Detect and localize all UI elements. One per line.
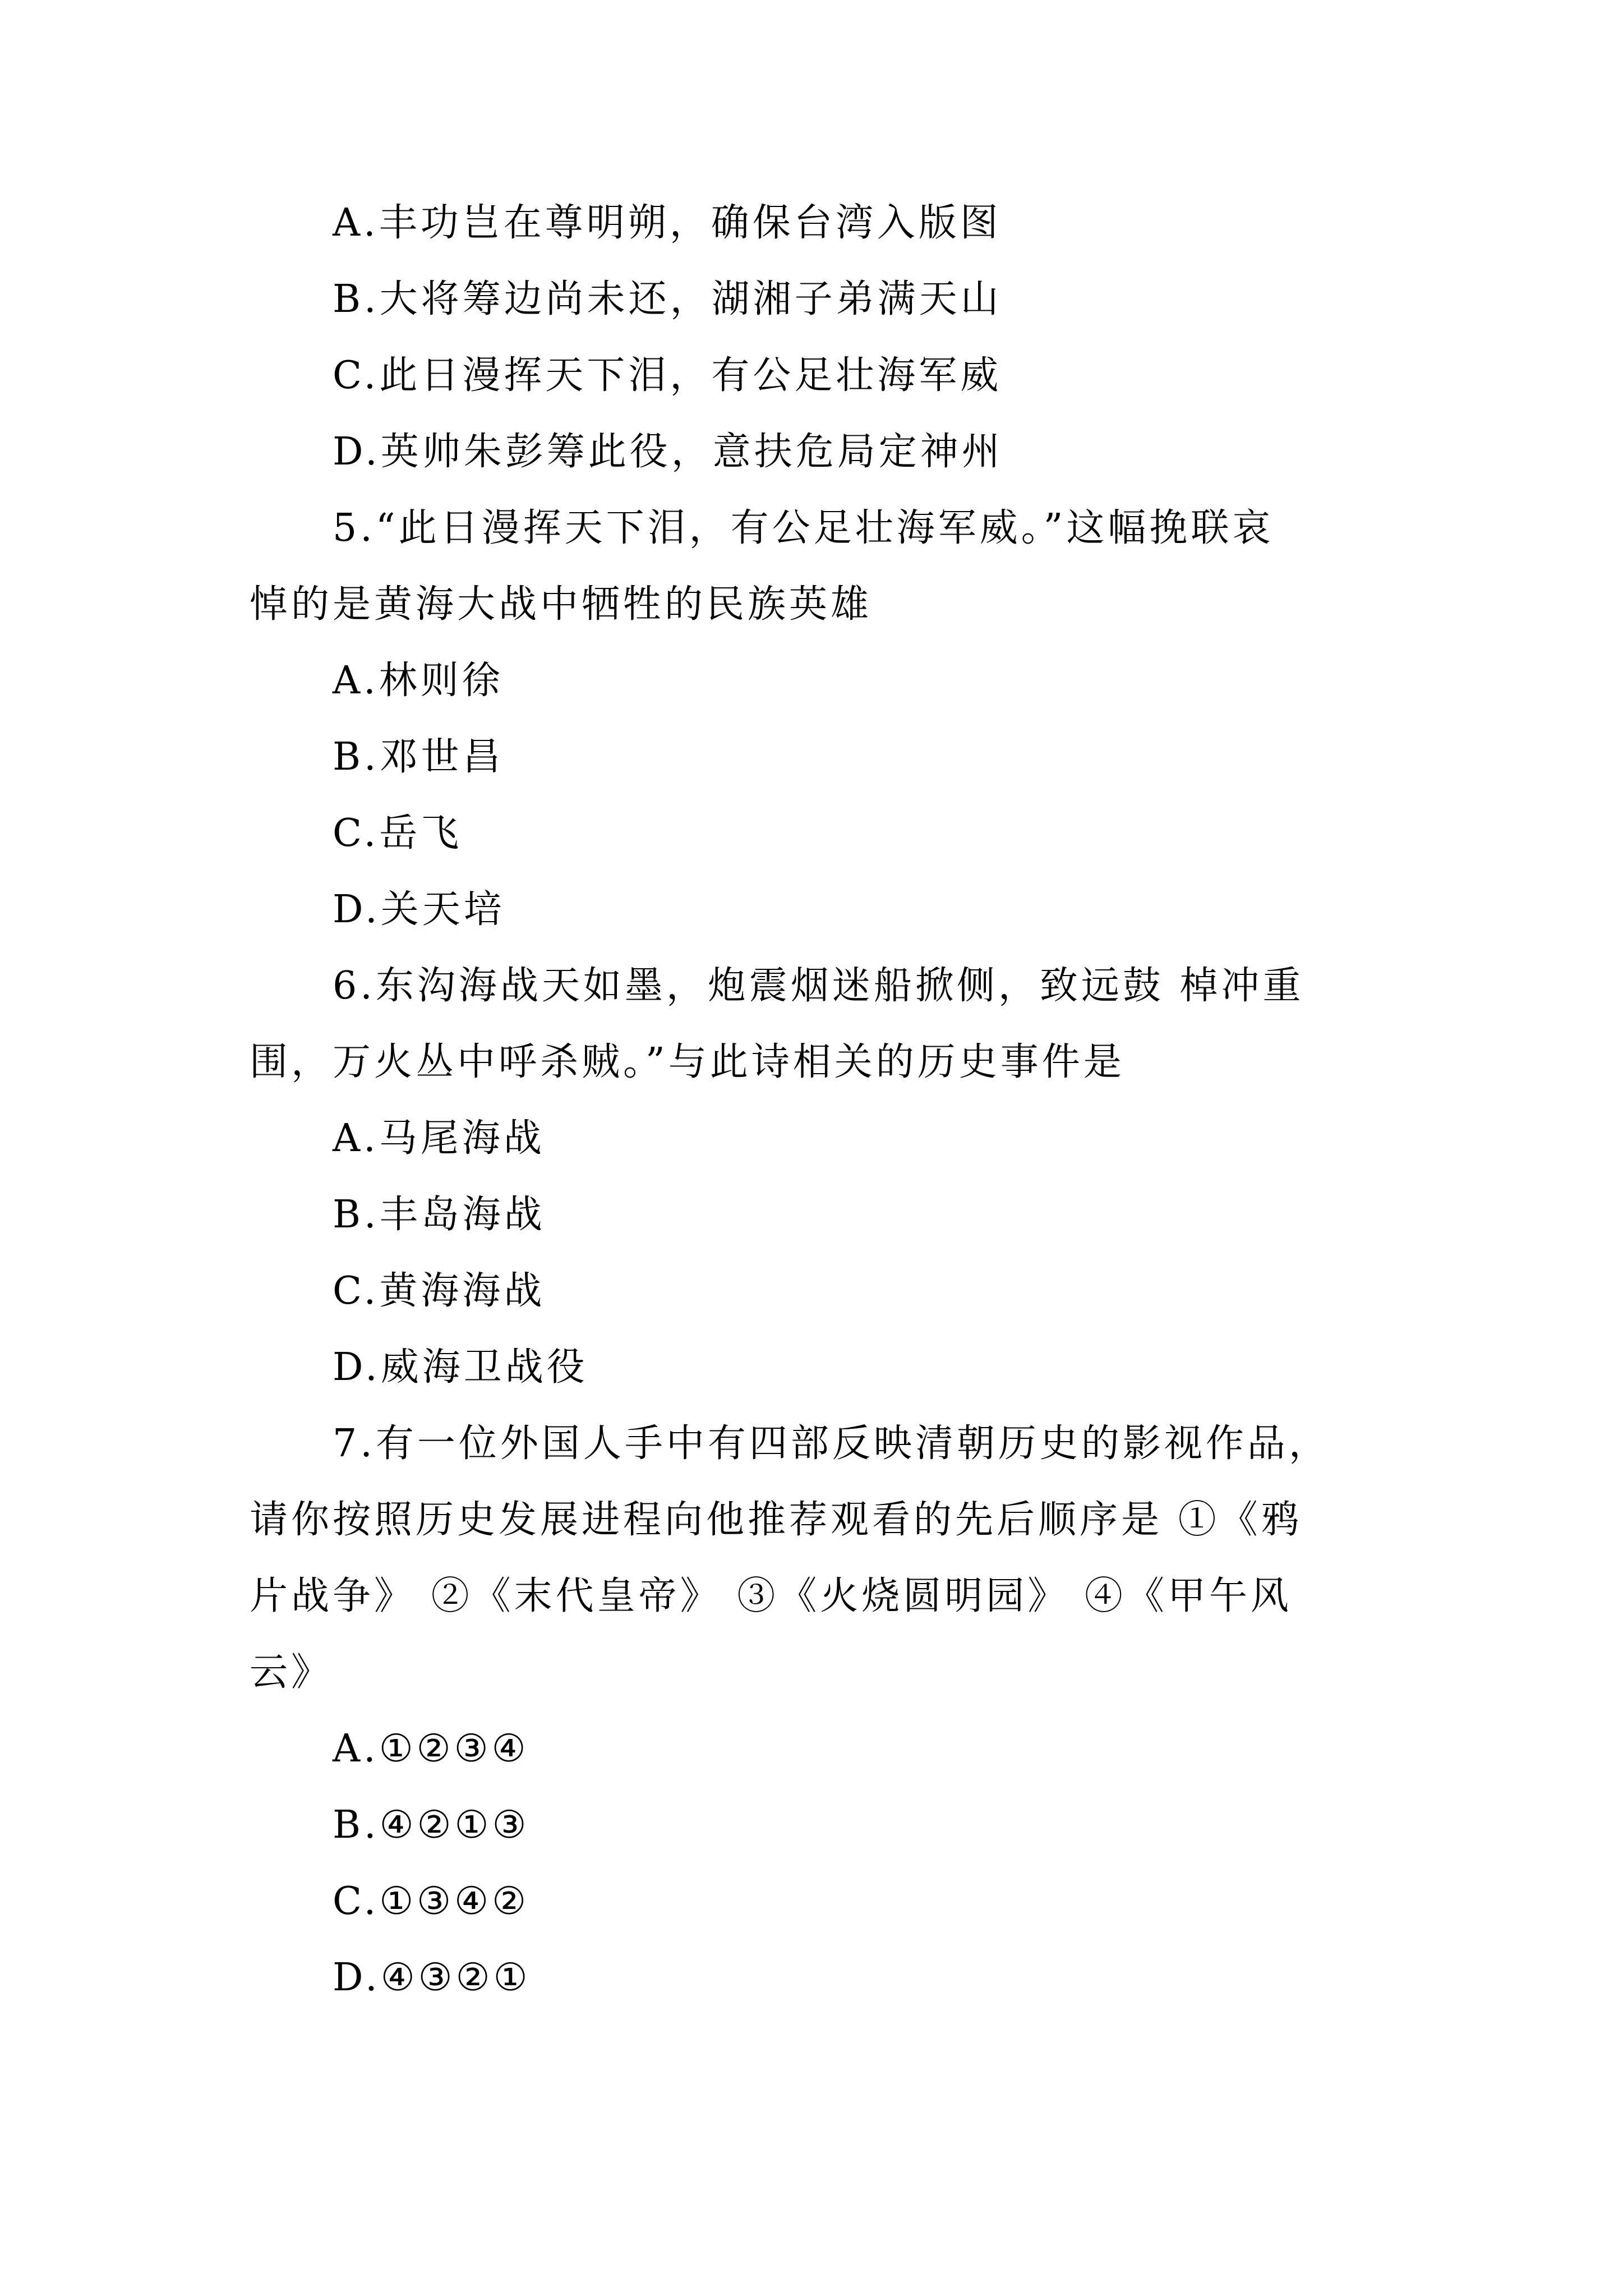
q4-option-a: A.丰功岂在尊明朔，确保台湾入版图 bbox=[333, 201, 1002, 245]
question-6 bbox=[250, 948, 1388, 1406]
q6-stem-line-2: 围，万火丛中呼杀贼。”与此诗相关的历史事件是 bbox=[250, 1040, 1125, 1084]
q4-option-c: C.此日漫挥天下泪，有公足壮海军威 bbox=[333, 353, 1002, 398]
q6-option-c: C.黄海海战 bbox=[333, 1269, 546, 1313]
q6-option-b: B.丰岛海战 bbox=[333, 1193, 546, 1237]
question-5 bbox=[250, 490, 1388, 948]
q5-stem-line-1: 5.“此日漫挥天下泪，有公足壮海军威。”这幅挽联哀 bbox=[333, 506, 1274, 550]
question-7 bbox=[250, 1406, 1388, 2016]
q7-option-b: B.④②①③ bbox=[333, 1803, 530, 1847]
q7-stem-line-3: 片战争》 ②《末代皇帝》 ③《火烧圆明园》 ④《甲午风 bbox=[250, 1574, 1292, 1618]
q4-option-d: D.英帅朱彭筹此役，意扶危局定神州 bbox=[333, 430, 1003, 474]
q6-stem-line-1: 6.东沟海战天如墨，炮震烟迷船掀侧，致远鼓 棹冲重 bbox=[333, 964, 1304, 1008]
q7-stem-line-1: 7.有一位外国人手中有四部反映清朝历史的影视作品， bbox=[333, 1421, 1330, 1466]
q7-stem-line-2: 请你按照历史发展进程向他推荐观看的先后顺序是 ①《鸦 bbox=[250, 1498, 1303, 1542]
q6-option-d: D.威海卫战役 bbox=[333, 1345, 588, 1389]
q5-stem-line-2: 悼的是黄海大战中牺牲的民族英雄 bbox=[250, 582, 873, 627]
q7-option-c: C.①③④② bbox=[333, 1879, 530, 1924]
q5-option-c: C.岳飞 bbox=[333, 811, 463, 855]
page-content bbox=[250, 185, 1388, 2016]
q7-stem-line-4: 云》 bbox=[250, 1650, 333, 1695]
q5-option-a: A.林则徐 bbox=[333, 659, 504, 703]
q7-option-d: D.④③②① bbox=[333, 1955, 531, 2000]
q5-option-d: D.关天培 bbox=[333, 887, 505, 932]
q6-option-a: A.马尾海战 bbox=[333, 1116, 545, 1161]
q5-option-b: B.邓世昌 bbox=[333, 735, 504, 779]
q7-option-a: A.①②③④ bbox=[333, 1727, 529, 1771]
q4-option-b: B.大将筹边尚未还，湖湘子弟满天山 bbox=[333, 277, 1002, 321]
question-4 bbox=[250, 185, 1388, 490]
